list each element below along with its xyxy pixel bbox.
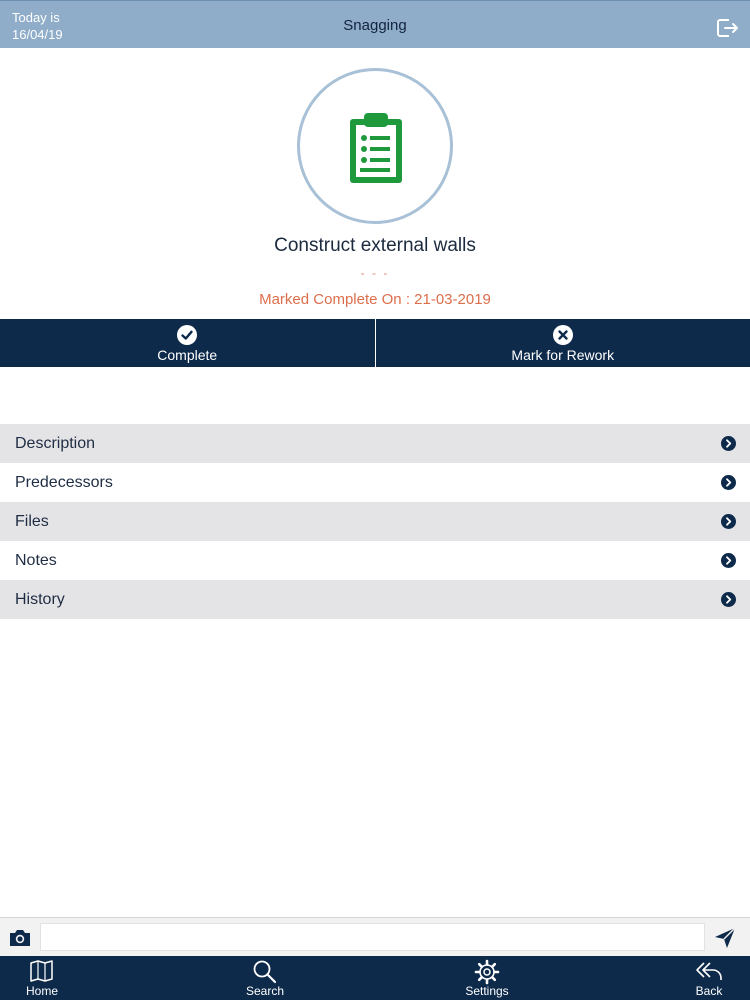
page-title: Snagging: [343, 17, 407, 34]
nav-settings-label: Settings: [465, 984, 509, 998]
nav-search[interactable]: [225, 956, 305, 1000]
section-history[interactable]: [0, 580, 750, 619]
complete-button[interactable]: [0, 319, 376, 367]
section-label: Notes: [15, 551, 57, 569]
task-title: Construct external walls: [274, 235, 476, 256]
chevron-right-icon: [721, 436, 736, 451]
section-label: History: [15, 590, 65, 608]
today-date: 16/04/19: [12, 27, 63, 42]
nav-search-label: Search: [245, 984, 285, 998]
chevron-right-icon: [721, 592, 736, 607]
section-list: [0, 424, 750, 619]
clipboard-checklist-icon: [348, 111, 404, 185]
gear-icon: [474, 959, 500, 985]
logout-icon[interactable]: [716, 17, 740, 39]
nav-back[interactable]: [669, 956, 749, 1000]
section-label: Predecessors: [15, 473, 113, 491]
mark-for-rework-button[interactable]: [376, 319, 750, 367]
top-header: [0, 0, 750, 48]
action-bar: [0, 319, 750, 367]
section-description[interactable]: [0, 424, 750, 463]
bottom-navigation: [0, 956, 750, 1000]
today-prefix: Today is: [12, 10, 60, 25]
marked-complete-date: Marked Complete On : 21-03-2019: [259, 291, 491, 308]
nav-home[interactable]: [2, 956, 82, 1000]
chevron-right-icon: [721, 514, 736, 529]
chevron-right-icon: [721, 475, 736, 490]
nav-back-label: Back: [695, 984, 723, 998]
camera-icon[interactable]: [8, 927, 32, 949]
section-predecessors[interactable]: [0, 463, 750, 502]
reply-all-back-icon: [695, 959, 723, 983]
task-subtitle-placeholder: - - -: [360, 266, 390, 280]
home-map-icon: [29, 959, 55, 983]
chevron-right-icon: [721, 553, 736, 568]
rework-label: Mark for Rework: [511, 347, 615, 363]
message-input[interactable]: [40, 923, 705, 951]
section-notes[interactable]: [0, 541, 750, 580]
message-input-bar: [0, 917, 750, 956]
check-circle-icon: [177, 325, 197, 345]
search-icon: [252, 959, 278, 985]
section-label: Description: [15, 434, 96, 452]
send-icon[interactable]: [714, 927, 736, 949]
nav-home-label: Home: [25, 984, 58, 998]
section-label: Files: [15, 512, 49, 530]
close-circle-icon: [553, 325, 573, 345]
nav-settings[interactable]: [447, 956, 527, 1000]
section-files[interactable]: [0, 502, 750, 541]
task-icon-circle: [297, 68, 453, 224]
complete-label: Complete: [157, 347, 218, 363]
